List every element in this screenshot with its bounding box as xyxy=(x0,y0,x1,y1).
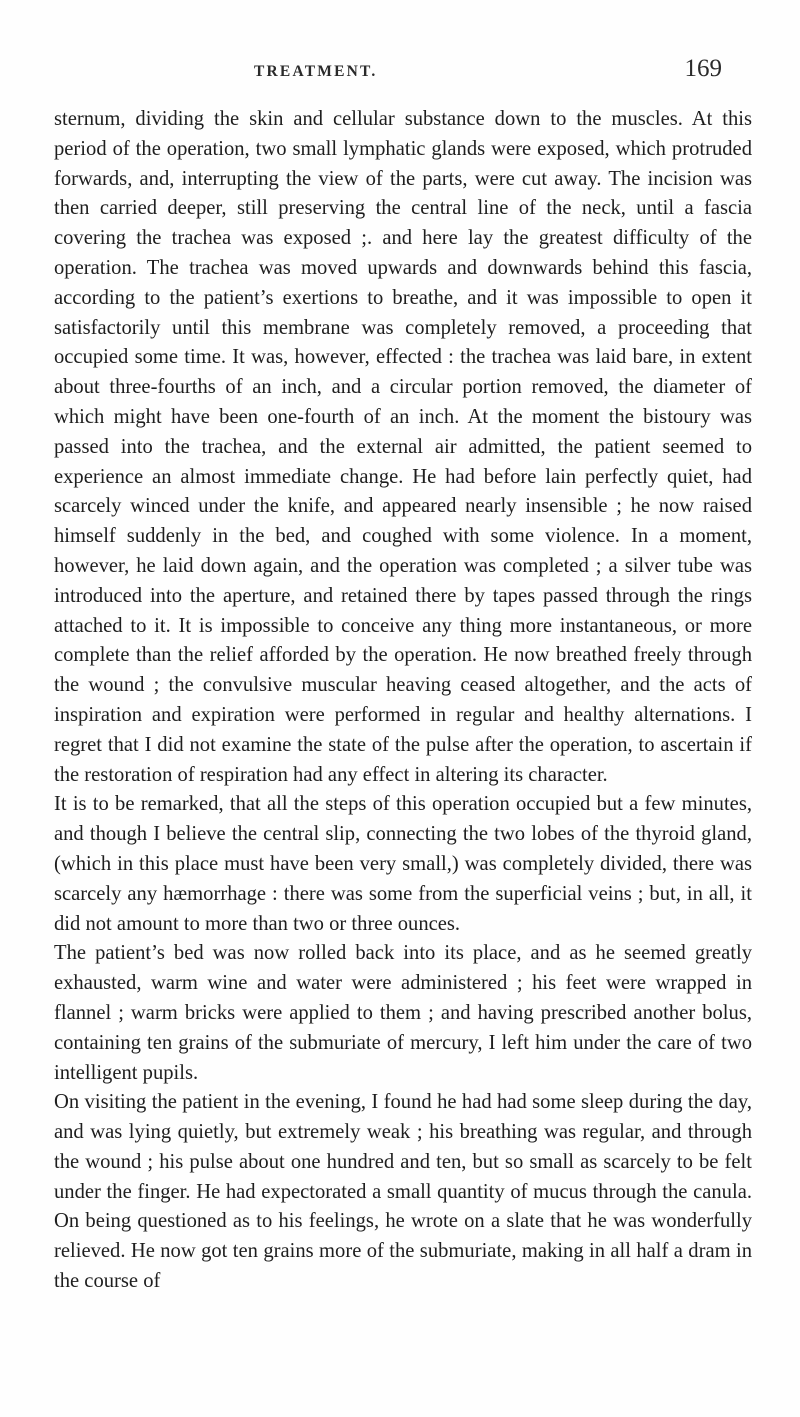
running-title: TREATMENT. xyxy=(254,63,378,80)
paragraph-aftercare: The patient’s bed was now rolled back into its place, and as he seemed greatly exhausted, warm wine and water were administered ; his feet were wrapped in flannel ; warm bricks were applied to them ; and having prescribed another bolus, containing ten grains of the submuriate of mercury, I left him under the care of two intelligent pupils. xyxy=(54,942,752,1084)
page-number: 169 xyxy=(684,55,722,82)
paragraph-steps-remark: It is to be remarked, that all the steps of this operation occupied but a few minutes, and though I believe the central slip, connecting the two lobes of the thyroid gland, (which in this place must have been very small,) was completely divided, there was scarcely any hæmorrhage : there was some from the superficial veins ; but, in all, it did not amount to more than two or three ounces. xyxy=(54,793,752,935)
running-head xyxy=(254,55,754,85)
paragraph-evening-visit: On visiting the patient in the evening, I found he had had some sleep during the day, and was lying quietly, but extremely weak ; his breathing was regular, and through the wound ; his pulse about one hundred and ten, but so small as scarcely to be felt under the finger. He had expectorated a small quantity of mucus through the canula. On being questioned as to his feelings, he wrote on a slate that he was wonderfully relieved. He now got ten grains more of the submuriate, making in all half a dram in the course of xyxy=(54,1091,752,1293)
paragraph-operation-continued: sternum, dividing the skin and cellular substance down to the muscles. At this period of the operation, two small lymphatic glands were exposed, which protruded forwards, and, interrupting the view of the parts, were cut away. The incision was then carried deeper, still preserving the central line of the neck, until a fascia covering the trachea was exposed ;. and here lay the greatest difficulty of the operation. The trachea was moved upwards and downwards behind this fascia, according to the patient’s exertions to breathe, and it was impossible to open it satisfactorily until this membrane was completely removed, a proceeding that occupied some time. It was, however, effected : the trachea was laid bare, in extent about three-fourths of an inch, and a circular portion removed, the diameter of which might have been one-fourth of an inch. At the moment the bistoury was passed into the trachea, and the external air admitted, the patient seemed to experience an almost immediate change. He had before lain perfectly quiet, had scarcely winced under the knife, and appeared nearly insensible ; he now raised himself suddenly in the bed, and coughed with some violence. In a moment, however, he laid down again, and the operation was completed ; a silver tube was introduced into the aperture, and retained there by tapes passed through the rings attached to it. It is impossible to conceive any thing more instantaneous, or more complete than the relief afforded by the operation. He now breathed freely through the wound ; the convulsive muscular heaving ceased altogether, and the acts of inspiration and expiration were performed in regular and healthy alternations. I regret that I did not examine the state of the pulse after the operation, to ascertain if the restoration of respiration had any effect in altering its character. xyxy=(54,108,752,786)
body-text xyxy=(54,105,752,1297)
